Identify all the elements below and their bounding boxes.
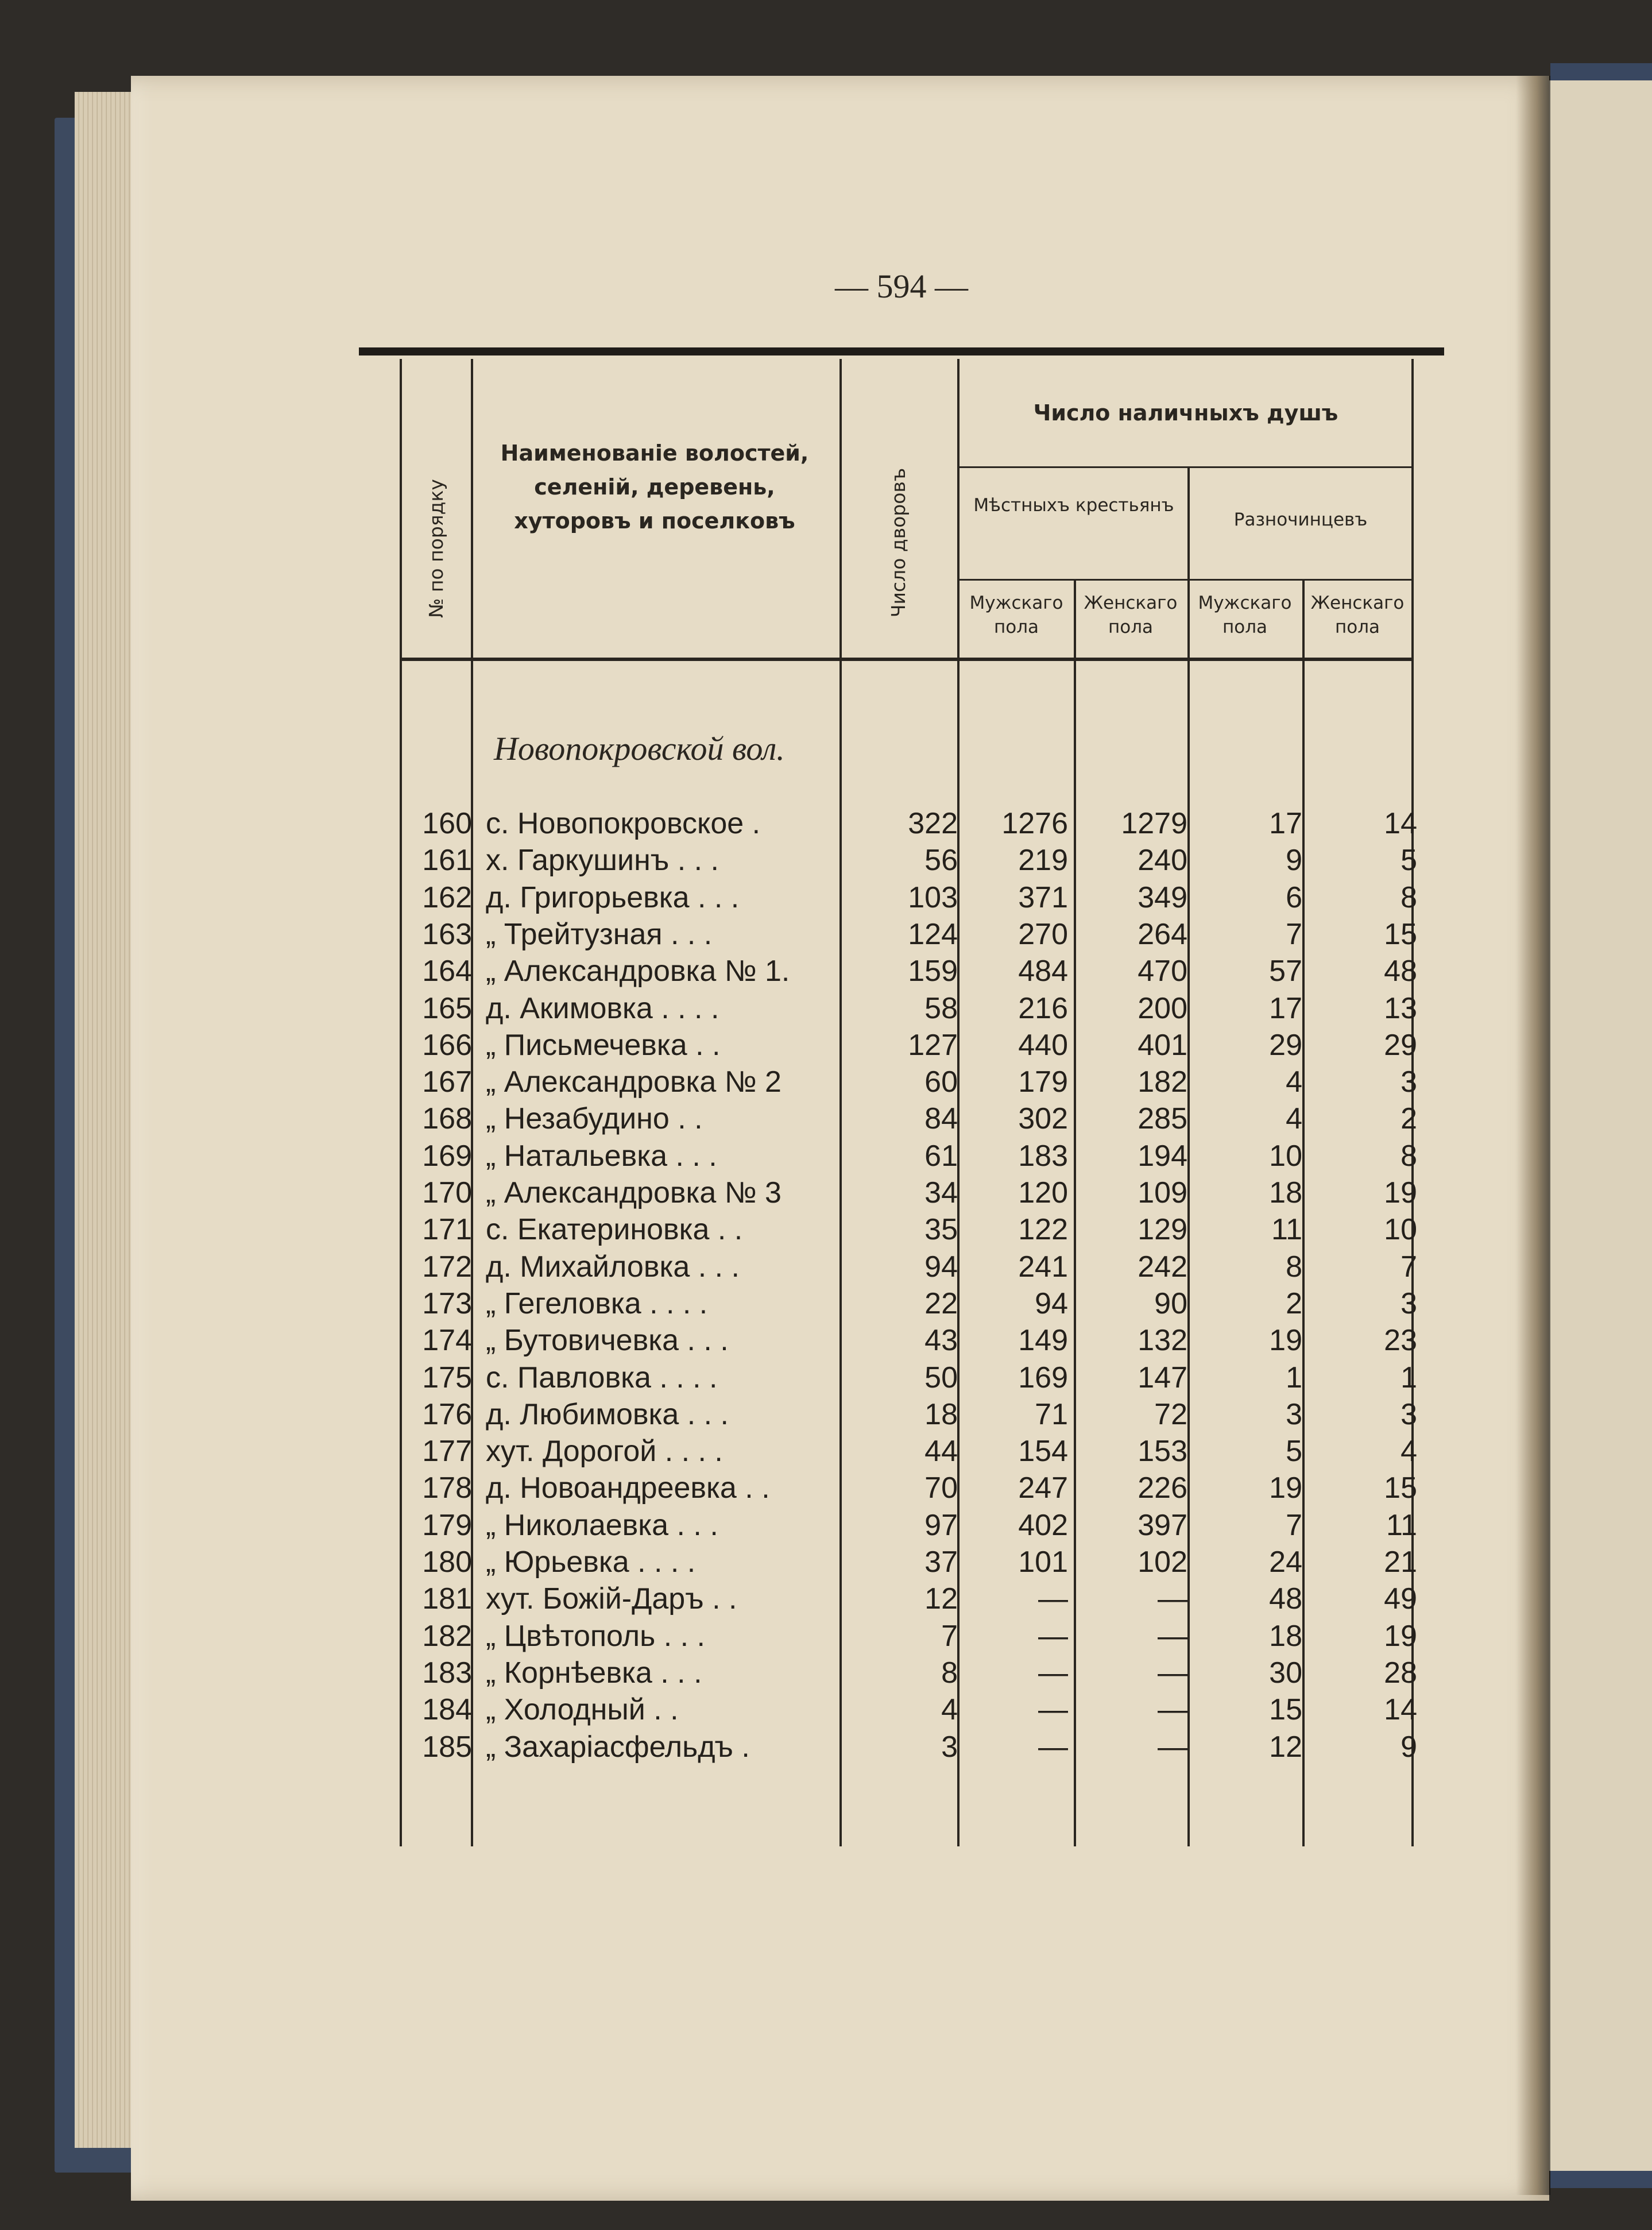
razn-male-count: 3 <box>1286 1397 1302 1431</box>
settlement-name: д. Акимовка . . . . <box>486 991 719 1025</box>
households-count: 34 <box>924 1176 958 1209</box>
row-number: 183 <box>422 1656 472 1690</box>
header-col-num: № по порядку <box>425 479 447 618</box>
razn-female-count: 3 <box>1400 1286 1417 1320</box>
households-count: 58 <box>924 991 958 1025</box>
local-female-count: 470 <box>1138 954 1187 988</box>
row-number: 181 <box>422 1582 472 1616</box>
table-row <box>0 1211 1436 1248</box>
local-female-count: 153 <box>1138 1435 1187 1468</box>
razn-male-count: 6 <box>1286 880 1302 914</box>
header-sub-rule <box>957 579 1413 581</box>
households-count: 103 <box>908 880 958 914</box>
row-number: 160 <box>422 807 472 840</box>
households-count: 12 <box>924 1582 958 1616</box>
households-count: 159 <box>908 954 958 988</box>
local-female-count: 90 <box>1154 1286 1187 1320</box>
settlement-name: „ Александровка № 2 <box>486 1065 781 1099</box>
row-number: 178 <box>422 1471 472 1505</box>
local-female-count: 1279 <box>1121 807 1187 840</box>
razn-male-count: 30 <box>1269 1656 1302 1690</box>
settlement-name: „ Бутовичевка . . . <box>486 1324 729 1358</box>
settlement-name: х. Гаркушинъ . . . <box>486 844 719 878</box>
local-male-count: 270 <box>1018 917 1068 951</box>
razn-female-count: 19 <box>1384 1619 1417 1653</box>
row-number: 171 <box>422 1213 472 1247</box>
households-count: 35 <box>924 1213 958 1247</box>
row-number: 164 <box>422 954 472 988</box>
razn-male-count: 4 <box>1286 1065 1302 1099</box>
razn-female-count: 11 <box>1386 1508 1417 1542</box>
local-male-count: 169 <box>1018 1361 1068 1394</box>
table-row <box>0 1655 1436 1691</box>
local-male-count: — <box>1038 1693 1068 1727</box>
table-row <box>0 953 1436 990</box>
razn-female-count: 13 <box>1384 991 1417 1025</box>
local-male-count: 120 <box>1018 1176 1068 1209</box>
razn-female-count: 1 <box>1400 1361 1417 1394</box>
razn-female-count: 29 <box>1384 1028 1417 1062</box>
settlement-name: „ Корнѣевка . . . <box>486 1656 702 1690</box>
razn-female-count: 28 <box>1384 1656 1417 1690</box>
settlement-name: с. Екатериновка . . <box>486 1213 743 1247</box>
header-razn-male: Мужскаго пола <box>1198 593 1292 637</box>
table-row <box>0 1691 1436 1728</box>
row-number: 182 <box>422 1619 472 1653</box>
households-count: 18 <box>924 1397 958 1431</box>
header-raznochintsy: Разночинцевъ <box>1233 509 1368 530</box>
local-female-count: 194 <box>1138 1139 1187 1173</box>
local-male-count: — <box>1038 1656 1068 1690</box>
households-count: 44 <box>924 1435 958 1468</box>
households-count: 94 <box>924 1250 958 1284</box>
households-count: 50 <box>924 1361 958 1394</box>
table-row <box>0 1544 1436 1580</box>
razn-female-count: 15 <box>1384 1471 1417 1505</box>
households-count: 37 <box>924 1545 958 1579</box>
local-female-count: — <box>1158 1693 1187 1727</box>
row-number: 179 <box>422 1508 472 1542</box>
table-row <box>0 1100 1436 1137</box>
razn-female-count: 7 <box>1400 1250 1417 1284</box>
table-row <box>0 1507 1436 1544</box>
local-male-count: 101 <box>1018 1545 1068 1579</box>
local-female-count: 240 <box>1138 844 1187 878</box>
row-number: 173 <box>422 1286 472 1320</box>
local-male-count: 241 <box>1018 1250 1068 1284</box>
local-female-count: 102 <box>1138 1545 1187 1579</box>
razn-male-count: 1 <box>1286 1361 1302 1394</box>
header-col-name-text: Наименованіе волостей, селеній, деревень, хуторовъ и поселковъ <box>500 440 809 534</box>
local-male-count: 149 <box>1018 1324 1068 1358</box>
razn-male-count: 8 <box>1286 1250 1302 1284</box>
row-number: 184 <box>422 1693 472 1727</box>
households-count: 61 <box>924 1139 958 1173</box>
households-count: 22 <box>924 1286 958 1320</box>
row-number: 165 <box>422 991 472 1025</box>
households-count: 3 <box>941 1730 958 1764</box>
local-female-count: — <box>1158 1730 1187 1764</box>
table-row <box>0 1396 1436 1433</box>
households-count: 8 <box>941 1656 958 1690</box>
households-count: 56 <box>924 844 958 878</box>
local-female-count: — <box>1158 1656 1187 1690</box>
razn-female-count: 14 <box>1384 807 1417 840</box>
razn-male-count: 5 <box>1286 1435 1302 1468</box>
local-female-count: 242 <box>1138 1250 1187 1284</box>
local-female-count: 401 <box>1138 1028 1187 1062</box>
local-female-count: 264 <box>1138 917 1187 951</box>
local-male-count: — <box>1038 1619 1068 1653</box>
razn-male-count: 48 <box>1269 1582 1302 1616</box>
razn-male-count: 57 <box>1269 954 1302 988</box>
local-female-count: 129 <box>1138 1213 1187 1247</box>
razn-male-count: 12 <box>1269 1730 1302 1764</box>
razn-female-count: 8 <box>1400 1139 1417 1173</box>
local-female-count: 349 <box>1138 880 1187 914</box>
settlement-name: с. Новопокровское . <box>486 807 761 840</box>
settlement-name: д. Новоандреевка . . <box>486 1471 770 1505</box>
local-male-count: 216 <box>1018 991 1068 1025</box>
local-female-count: — <box>1158 1582 1187 1616</box>
local-female-count: 147 <box>1138 1361 1187 1394</box>
header-razn-female: Женскаго пола <box>1310 593 1405 637</box>
households-count: 60 <box>924 1065 958 1099</box>
razn-male-count: 29 <box>1269 1028 1302 1062</box>
header-group-title: Число наличныхъ душъ <box>1033 400 1338 426</box>
local-male-count: 302 <box>1018 1102 1068 1136</box>
razn-female-count: 8 <box>1400 880 1417 914</box>
header-local-female: Женскаго пола <box>1084 593 1178 637</box>
local-female-count: 72 <box>1154 1397 1187 1431</box>
table-row <box>0 1580 1436 1617</box>
row-number: 166 <box>422 1028 472 1062</box>
table-row <box>0 1138 1436 1174</box>
table-row <box>0 1322 1436 1359</box>
settlement-name: „ Незабудино . . <box>486 1102 703 1136</box>
row-number: 170 <box>422 1176 472 1209</box>
local-female-count: 182 <box>1138 1065 1187 1099</box>
razn-male-count: 4 <box>1286 1102 1302 1136</box>
razn-female-count: 23 <box>1384 1324 1417 1358</box>
settlement-name: д. Любимовка . . . <box>486 1397 729 1431</box>
settlement-name: „ Цвѣтополь . . . <box>486 1619 705 1653</box>
local-male-count: 71 <box>1035 1397 1068 1431</box>
razn-male-count: 17 <box>1269 807 1302 840</box>
section-title: Новопокровской вол. <box>494 730 785 767</box>
local-male-count: 183 <box>1018 1139 1068 1173</box>
table-row <box>0 990 1436 1027</box>
households-count: 4 <box>941 1693 958 1727</box>
row-number: 163 <box>422 917 472 951</box>
settlement-name: „ Юрьевка . . . . <box>486 1545 696 1579</box>
settlement-name: „ Захаріасфельдъ . <box>486 1730 750 1764</box>
row-number: 177 <box>422 1435 472 1468</box>
razn-male-count: 7 <box>1286 917 1302 951</box>
settlement-name: „ Гегеловка . . . . <box>486 1286 708 1320</box>
local-male-count: 247 <box>1018 1471 1068 1505</box>
razn-male-count: 10 <box>1269 1139 1302 1173</box>
table-top-rule <box>359 347 1444 355</box>
razn-male-count: 15 <box>1269 1693 1302 1727</box>
local-male-count: 154 <box>1018 1435 1068 1468</box>
settlement-name: „ Николаевка . . . <box>486 1508 718 1542</box>
header-group-rule <box>957 466 1413 468</box>
households-count: 127 <box>908 1028 958 1062</box>
razn-female-count: 3 <box>1400 1065 1417 1099</box>
settlement-name: „ Натальевка . . . <box>486 1139 717 1173</box>
razn-female-count: 2 <box>1400 1102 1417 1136</box>
local-female-count: 109 <box>1138 1176 1187 1209</box>
local-male-count: 440 <box>1018 1028 1068 1062</box>
header-local-peasants: Мѣстныхъ крестьянъ <box>973 495 1174 516</box>
local-female-count: 200 <box>1138 991 1187 1025</box>
header-col-name <box>488 436 821 538</box>
razn-female-count: 15 <box>1384 917 1417 951</box>
local-male-count: 219 <box>1018 844 1068 878</box>
settlement-name: „ Александровка № 3 <box>486 1176 781 1209</box>
razn-female-count: 3 <box>1400 1397 1417 1431</box>
settlement-name: д. Григорьевка . . . <box>486 880 740 914</box>
table-row <box>0 879 1436 916</box>
local-male-count: 179 <box>1018 1065 1068 1099</box>
local-female-count: 226 <box>1138 1471 1187 1505</box>
row-number: 169 <box>422 1139 472 1173</box>
table-row <box>0 1729 1436 1765</box>
row-number: 174 <box>422 1324 472 1358</box>
local-female-count: 285 <box>1138 1102 1187 1136</box>
razn-male-count: 9 <box>1286 844 1302 878</box>
razn-male-count: 19 <box>1269 1324 1302 1358</box>
settlement-name: „ Александровка № 1. <box>486 954 790 988</box>
table-row <box>0 1064 1436 1100</box>
row-number: 185 <box>422 1730 472 1764</box>
row-number: 162 <box>422 880 472 914</box>
razn-male-count: 11 <box>1271 1213 1302 1247</box>
settlement-name: с. Павловка . . . . <box>486 1361 718 1394</box>
local-female-count: 397 <box>1138 1508 1187 1542</box>
row-number: 172 <box>422 1250 472 1284</box>
header-local-male: Мужскаго пола <box>969 593 1063 637</box>
households-count: 7 <box>941 1619 958 1653</box>
table-row <box>0 916 1436 953</box>
razn-female-count: 4 <box>1400 1435 1417 1468</box>
local-female-count: — <box>1158 1619 1187 1653</box>
local-male-count: 402 <box>1018 1508 1068 1542</box>
table-row <box>0 1174 1436 1211</box>
razn-female-count: 49 <box>1384 1582 1417 1616</box>
table-row <box>0 842 1436 879</box>
local-male-count: 484 <box>1018 954 1068 988</box>
table-row <box>0 1249 1436 1285</box>
settlement-name: хут. Дорогой . . . . <box>486 1435 723 1468</box>
razn-male-count: 19 <box>1269 1471 1302 1505</box>
local-female-count: 132 <box>1138 1324 1187 1358</box>
razn-female-count: 5 <box>1400 844 1417 878</box>
settlement-name: „ Холодный . . <box>486 1693 679 1727</box>
local-male-count: 122 <box>1018 1213 1068 1247</box>
razn-female-count: 9 <box>1400 1730 1417 1764</box>
local-male-count: 371 <box>1018 880 1068 914</box>
table-row <box>0 1285 1436 1322</box>
table-row <box>0 1433 1436 1470</box>
table-row <box>0 1470 1436 1506</box>
razn-male-count: 7 <box>1286 1508 1302 1542</box>
razn-female-count: 10 <box>1384 1213 1417 1247</box>
razn-male-count: 24 <box>1269 1545 1302 1579</box>
table-row <box>0 1027 1436 1064</box>
next-page-edge <box>1545 80 1652 2171</box>
settlement-name: д. Михайловка . . . <box>486 1250 740 1284</box>
razn-female-count: 21 <box>1384 1545 1417 1579</box>
households-count: 43 <box>924 1324 958 1358</box>
razn-male-count: 2 <box>1286 1286 1302 1320</box>
razn-male-count: 18 <box>1269 1176 1302 1209</box>
households-count: 84 <box>924 1102 958 1136</box>
page-fold-shadow <box>1516 76 1550 2195</box>
table-row <box>0 1618 1436 1655</box>
table-row <box>0 1359 1436 1396</box>
razn-male-count: 18 <box>1269 1619 1302 1653</box>
razn-female-count: 14 <box>1384 1693 1417 1727</box>
local-male-count: — <box>1038 1730 1068 1764</box>
table-row <box>0 805 1436 842</box>
row-number: 175 <box>422 1361 472 1394</box>
razn-female-count: 19 <box>1384 1176 1417 1209</box>
settlement-name: хут. Божій-Даръ . . <box>486 1582 737 1616</box>
row-number: 176 <box>422 1397 472 1431</box>
local-male-count: 1276 <box>1001 807 1068 840</box>
row-number: 161 <box>422 844 472 878</box>
row-number: 168 <box>422 1102 472 1136</box>
settlement-name: „ Письмечевка . . <box>486 1028 721 1062</box>
households-count: 322 <box>908 807 958 840</box>
settlement-name: „ Трейтузная . . . <box>486 917 713 951</box>
razn-female-count: 48 <box>1384 954 1417 988</box>
households-count: 124 <box>908 917 958 951</box>
page-number: — 594 — <box>835 268 968 305</box>
razn-male-count: 17 <box>1269 991 1302 1025</box>
header-col-dvorov: Число дворовъ <box>887 467 910 618</box>
local-male-count: 94 <box>1035 1286 1068 1320</box>
local-male-count: — <box>1038 1582 1068 1616</box>
row-number: 180 <box>422 1545 472 1579</box>
row-number: 167 <box>422 1065 472 1099</box>
header-bottom-rule <box>400 658 1414 661</box>
households-count: 97 <box>924 1508 958 1542</box>
households-count: 70 <box>924 1471 958 1505</box>
